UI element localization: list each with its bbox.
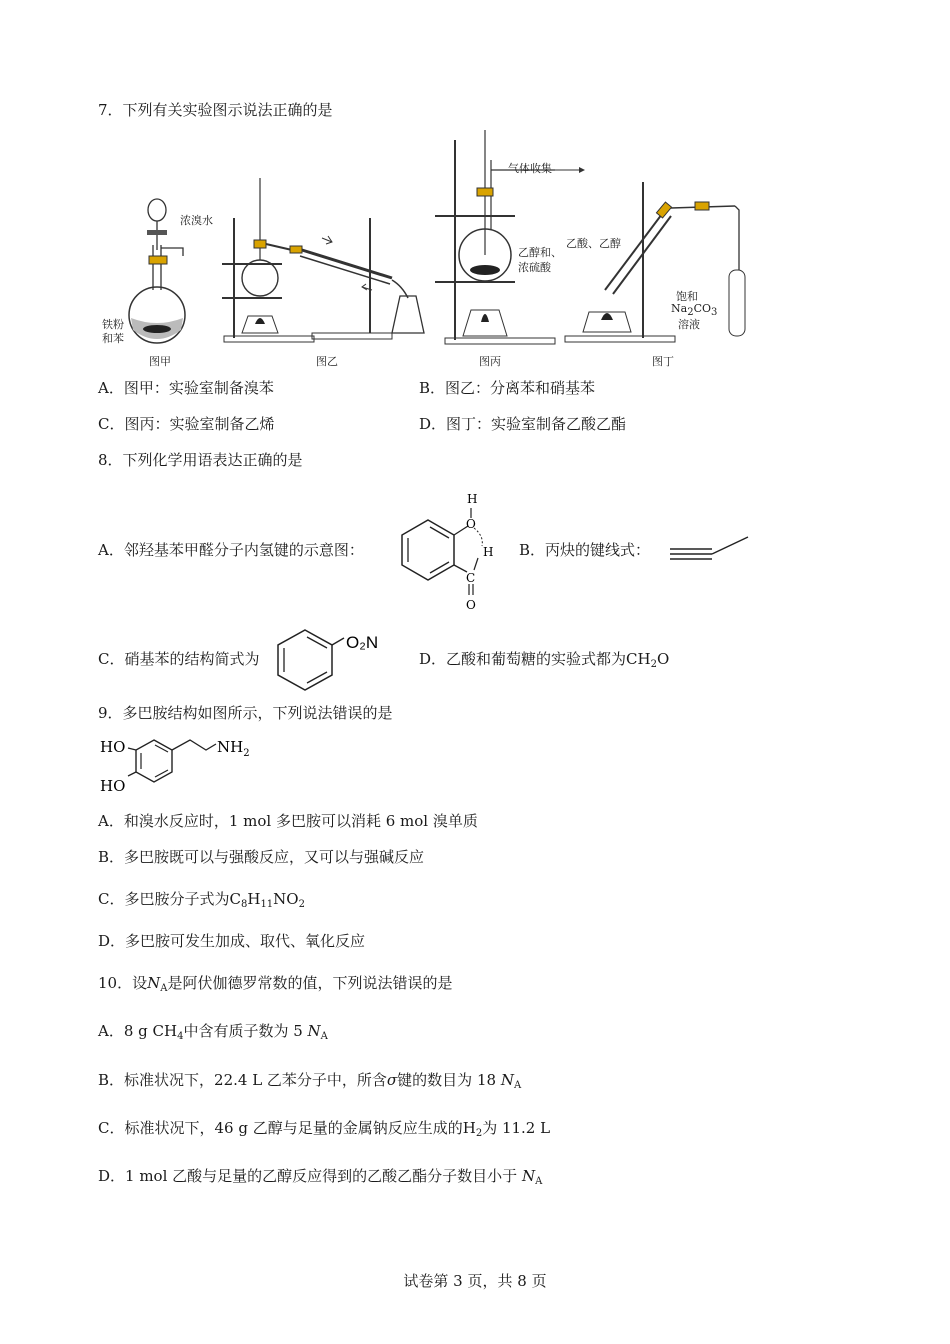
atom-h-mid: H xyxy=(483,545,494,559)
label-saturated-2: $Na_2CO_3$ xyxy=(671,302,718,318)
label-ethanol-1: 乙醇和、 xyxy=(518,246,562,259)
label-saturated-3: 溶液 xyxy=(678,318,700,331)
q8-stem: 8．下列化学用语表达正确的是 xyxy=(98,451,303,469)
nitro-group: O₂N xyxy=(346,633,379,652)
label-bromine-water: 浓溴水 xyxy=(180,214,213,227)
label-acetic-ethanol: 乙酸、乙醇 xyxy=(566,237,621,250)
q8-option-d: D．乙酸和葡萄糖的实验式都为$CH_2O$ xyxy=(419,650,670,670)
label-iron-1: 铁粉 xyxy=(102,318,124,331)
page-footer: 试卷第 3 页，共 8 页 xyxy=(403,1272,547,1290)
atom-o-top: O xyxy=(466,517,476,531)
label-ethanol-2: 浓硫酸 xyxy=(518,261,551,274)
q9-option-d: D．多巴胺可发生加成、取代、氧化反应 xyxy=(98,932,366,950)
arrow-icon xyxy=(555,165,585,175)
q7-option-d: D．图丁：实验室制备乙酸乙酯 xyxy=(419,415,627,433)
q7-stem: 7．下列有关实验图示说法正确的是 xyxy=(98,101,333,119)
atom-h-top: H xyxy=(467,492,478,506)
caption-bing: 图丙 xyxy=(479,355,501,368)
structure-nitrobenzene xyxy=(270,628,390,692)
atom-c: C xyxy=(466,571,476,585)
q10-option-d: D．1 mol 乙酸与足量的乙醇反应得到的乙酸乙酯分子数目小于 $N_A$ xyxy=(98,1167,543,1187)
q8-option-c: C．硝基苯的结构简式为 xyxy=(98,650,260,668)
structure-dopamine xyxy=(98,734,258,798)
q9-stem: 9．多巴胺结构如图所示，下列说法错误的是 xyxy=(98,704,393,722)
q8-option-a: A．邻羟基苯甲醛分子内氢键的示意图： xyxy=(98,541,364,559)
structure-salicylaldehyde xyxy=(388,490,508,615)
atom-o-bot: O xyxy=(466,598,476,612)
label-iron-2: 和苯 xyxy=(102,332,124,345)
q10-stem: 10．设$N_A$是阿伏伽德罗常数的值，下列说法错误的是 xyxy=(98,974,453,994)
q7-option-a: A．图甲：实验室制备溴苯 xyxy=(98,379,274,397)
structure-propyne xyxy=(668,535,753,561)
q10-option-c: C．标准状况下，46 g 乙醇与足量的金属钠反应生成的$H_2$为 11.2 L xyxy=(98,1119,551,1139)
q9-option-a: A．和溴水反应时，1 mol 多巴胺可以消耗 6 mol 溴单质 xyxy=(98,812,478,830)
caption-ding: 图丁 xyxy=(652,355,674,368)
apparatus-ding xyxy=(565,180,745,345)
label-saturated-1: 饱和 xyxy=(676,290,698,303)
q7-option-b: B．图乙：分离苯和硝基苯 xyxy=(419,379,596,397)
q7-option-c: C．图丙：实验室制备乙烯 xyxy=(98,415,275,433)
q9-option-b: B．多巴胺既可以与强酸反应，又可以与强碱反应 xyxy=(98,848,425,866)
dopamine-ho-1: HO xyxy=(100,738,126,756)
q8-option-b: B．丙炔的键线式： xyxy=(519,541,651,559)
q10-option-a: A．8 g $CH_4$中含有质子数为 5 $N_A$ xyxy=(98,1022,328,1042)
apparatus-yi xyxy=(222,178,432,343)
label-gas-collect: 气体收集 xyxy=(508,162,552,175)
q10-option-b: B．标准状况下，22.4 L 乙苯分子中，所含σ键的数目为 18 $N_A$ xyxy=(98,1071,522,1091)
dopamine-nh2: $NH_2$ xyxy=(217,738,250,759)
dopamine-ho-2: HO xyxy=(100,777,126,795)
caption-yi: 图乙 xyxy=(316,355,338,368)
q9-option-c: C．多巴胺分子式为$C_8H_{11}NO_2$ xyxy=(98,890,305,910)
caption-jia: 图甲 xyxy=(149,355,171,368)
